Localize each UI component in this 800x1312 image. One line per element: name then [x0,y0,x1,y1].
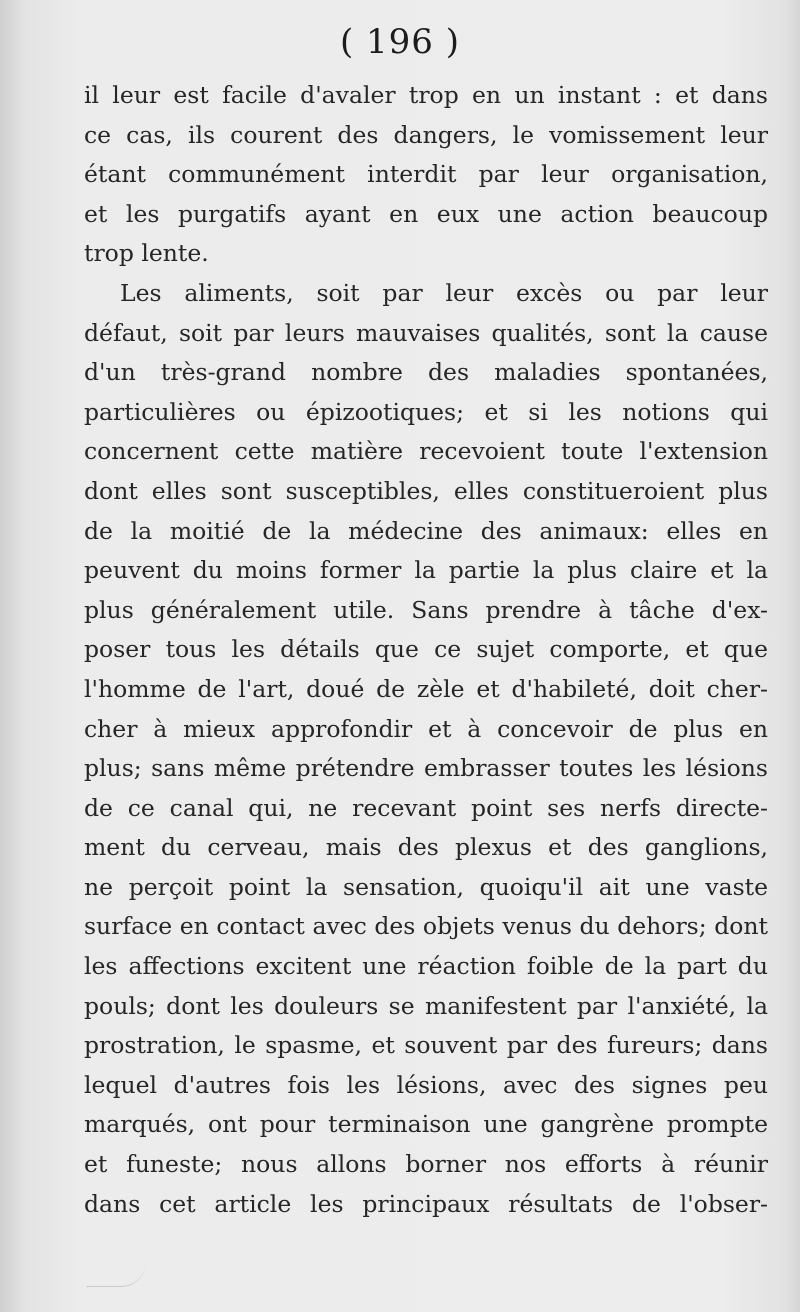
text-line: lequel d'autres fois les lésions, avec des signes peu [84,1070,768,1099]
text-line: trop lente. [84,239,209,268]
body-text [84,76,768,1224]
text-line: plus généralement utile. Sans prendre à tâche d'ex- [84,595,768,624]
text-line: il leur est facile d'avaler trop en un instant : et dans [84,81,768,109]
text-line: prostration, le spasme, et souvent par des fureurs; dans [84,1031,768,1060]
text-line: plus; sans même prétendre embrasser toutes les lésions [84,754,768,783]
text-line: cher à mieux approfondir et à concevoir de plus en [84,714,768,743]
ink-stain-mark [86,1262,146,1287]
text-line: d'un très-grand nombre des maladies spontanées, [84,358,768,387]
text-line: concernent cette matière recevoient toute l'extension [84,437,768,466]
text-line: pouls; dont les douleurs se manifestent par l'anxiété, la [84,991,768,1020]
text-line: poser tous les détails que ce sujet comporte, et que [84,635,768,664]
text-line: défaut, soit par leurs mauvaises qualités, sont la cause [84,318,768,347]
text-line: dans cet article les principaux résultats de l'obser- [84,1189,768,1218]
text-line: Les aliments, soit par leur excès ou par leur [120,278,768,307]
text-line: dont elles sont susceptibles, elles constitueroient plus [84,476,768,505]
text-line: l'homme de l'art, doué de zèle et d'habileté, doit cher- [84,674,768,703]
text-line: étant communément interdit par leur organisation, [84,160,768,189]
text-line: particulières ou épizootiques; et si les notions qui [84,397,768,426]
page-number: ( 196 ) [339,22,461,62]
text-line: les affections excitent une réaction foible de la part du [84,952,768,981]
text-line: peuvent du moins former la partie la plus claire et la [84,556,768,585]
text-line: et funeste; nous allons borner nos efforts à réunir [84,1150,768,1179]
text-line: surface en contact avec des objets venus du dehors; dont [84,912,768,941]
text-line: ne perçoit point la sensation, quoiqu'il ait une vaste [84,872,768,901]
text-line: ment du cerveau, mais des plexus et des ganglions, [84,833,768,862]
text-line: ce cas, ils courent des dangers, le vomissement leur [84,120,768,149]
text-line: de ce canal qui, ne recevant point ses nerfs directe- [84,793,768,822]
text-line: marqués, ont pour terminaison une gangrène prompte [84,1110,768,1139]
text-line: de la moitié de la médecine des animaux: elles en [84,516,768,545]
text-line: et les purgatifs ayant en eux une action beaucoup [84,199,768,228]
